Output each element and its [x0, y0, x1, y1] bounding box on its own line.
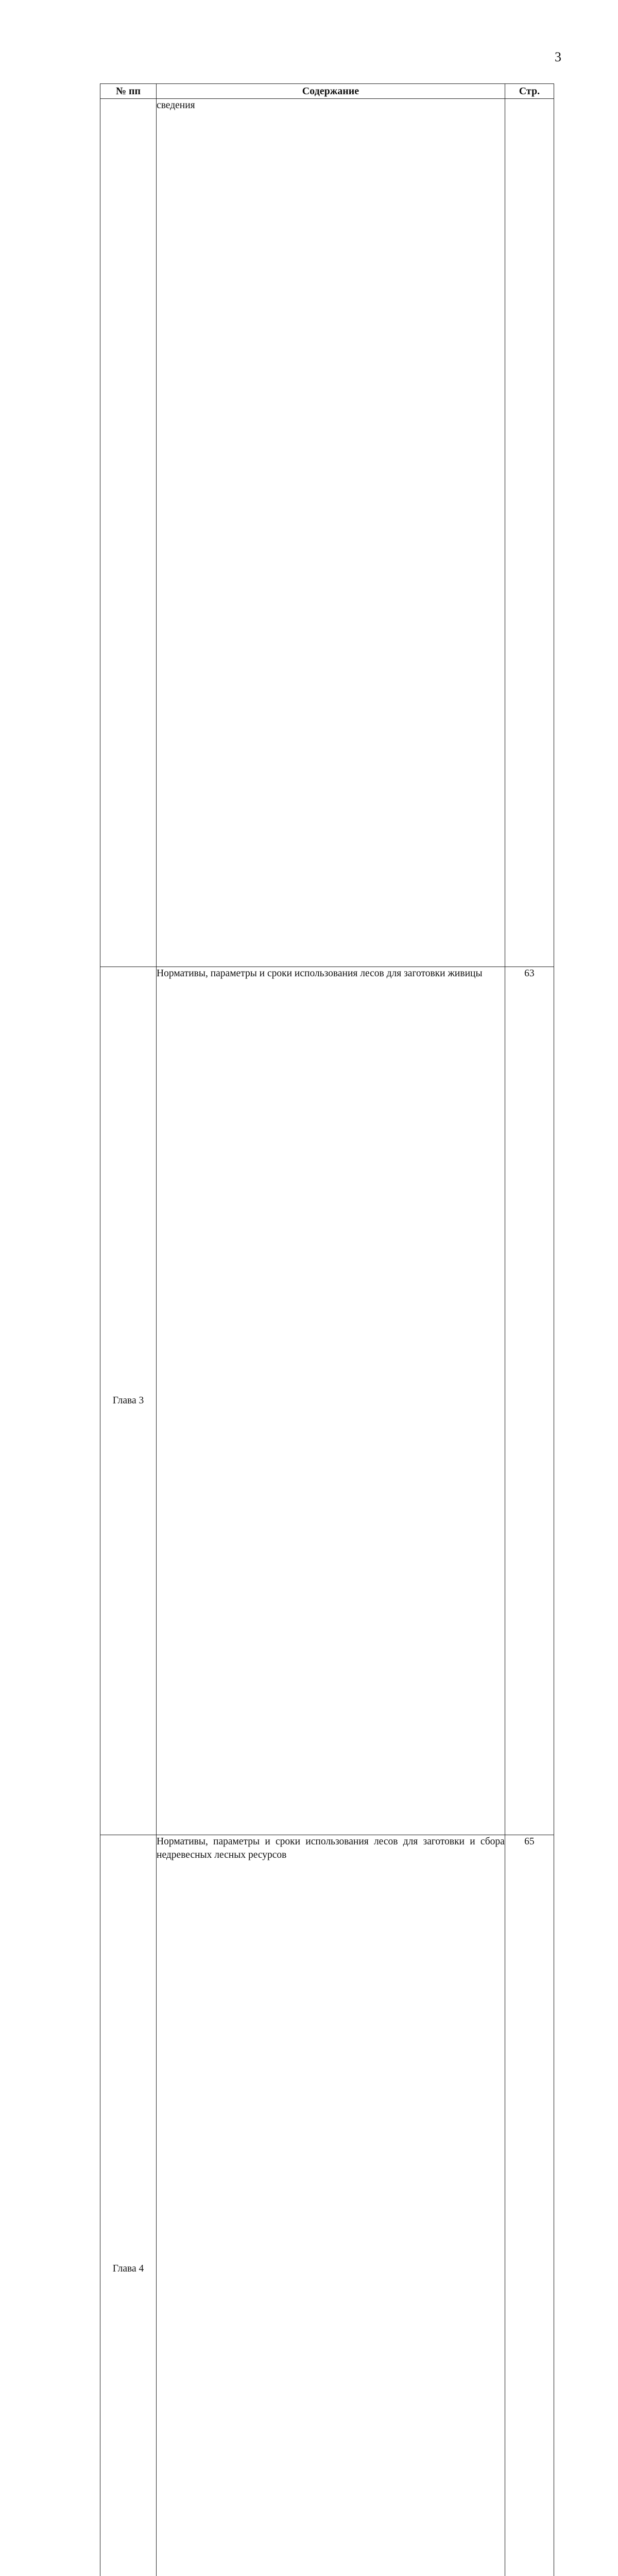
document-page	[0, 0, 618, 868]
row-page: 63	[505, 967, 554, 1835]
row-page: 65	[505, 1835, 554, 2576]
page-number: 3	[546, 49, 561, 65]
header-num: № пп	[100, 84, 157, 99]
row-number: Глава 3	[100, 967, 157, 1835]
row-content: сведения	[157, 99, 505, 967]
row-number	[100, 99, 157, 967]
header-content: Содержание	[157, 84, 505, 99]
table-row	[100, 967, 554, 1835]
row-content: Нормативы, параметры и сроки использования лесов для заготовки живицы	[157, 967, 505, 1835]
header-page: Стр.	[505, 84, 554, 99]
table-row	[100, 99, 554, 967]
row-content: Нормативы, параметры и сроки использования лесов для заготовки и сбора недревесных лесных ресурсов	[157, 1835, 505, 2576]
row-page	[505, 99, 554, 967]
table-header-row	[100, 84, 554, 99]
table-row	[100, 1835, 554, 2576]
table-body	[100, 99, 554, 2576]
contents-table	[100, 83, 554, 2576]
row-number: Глава 4	[100, 1835, 157, 2576]
